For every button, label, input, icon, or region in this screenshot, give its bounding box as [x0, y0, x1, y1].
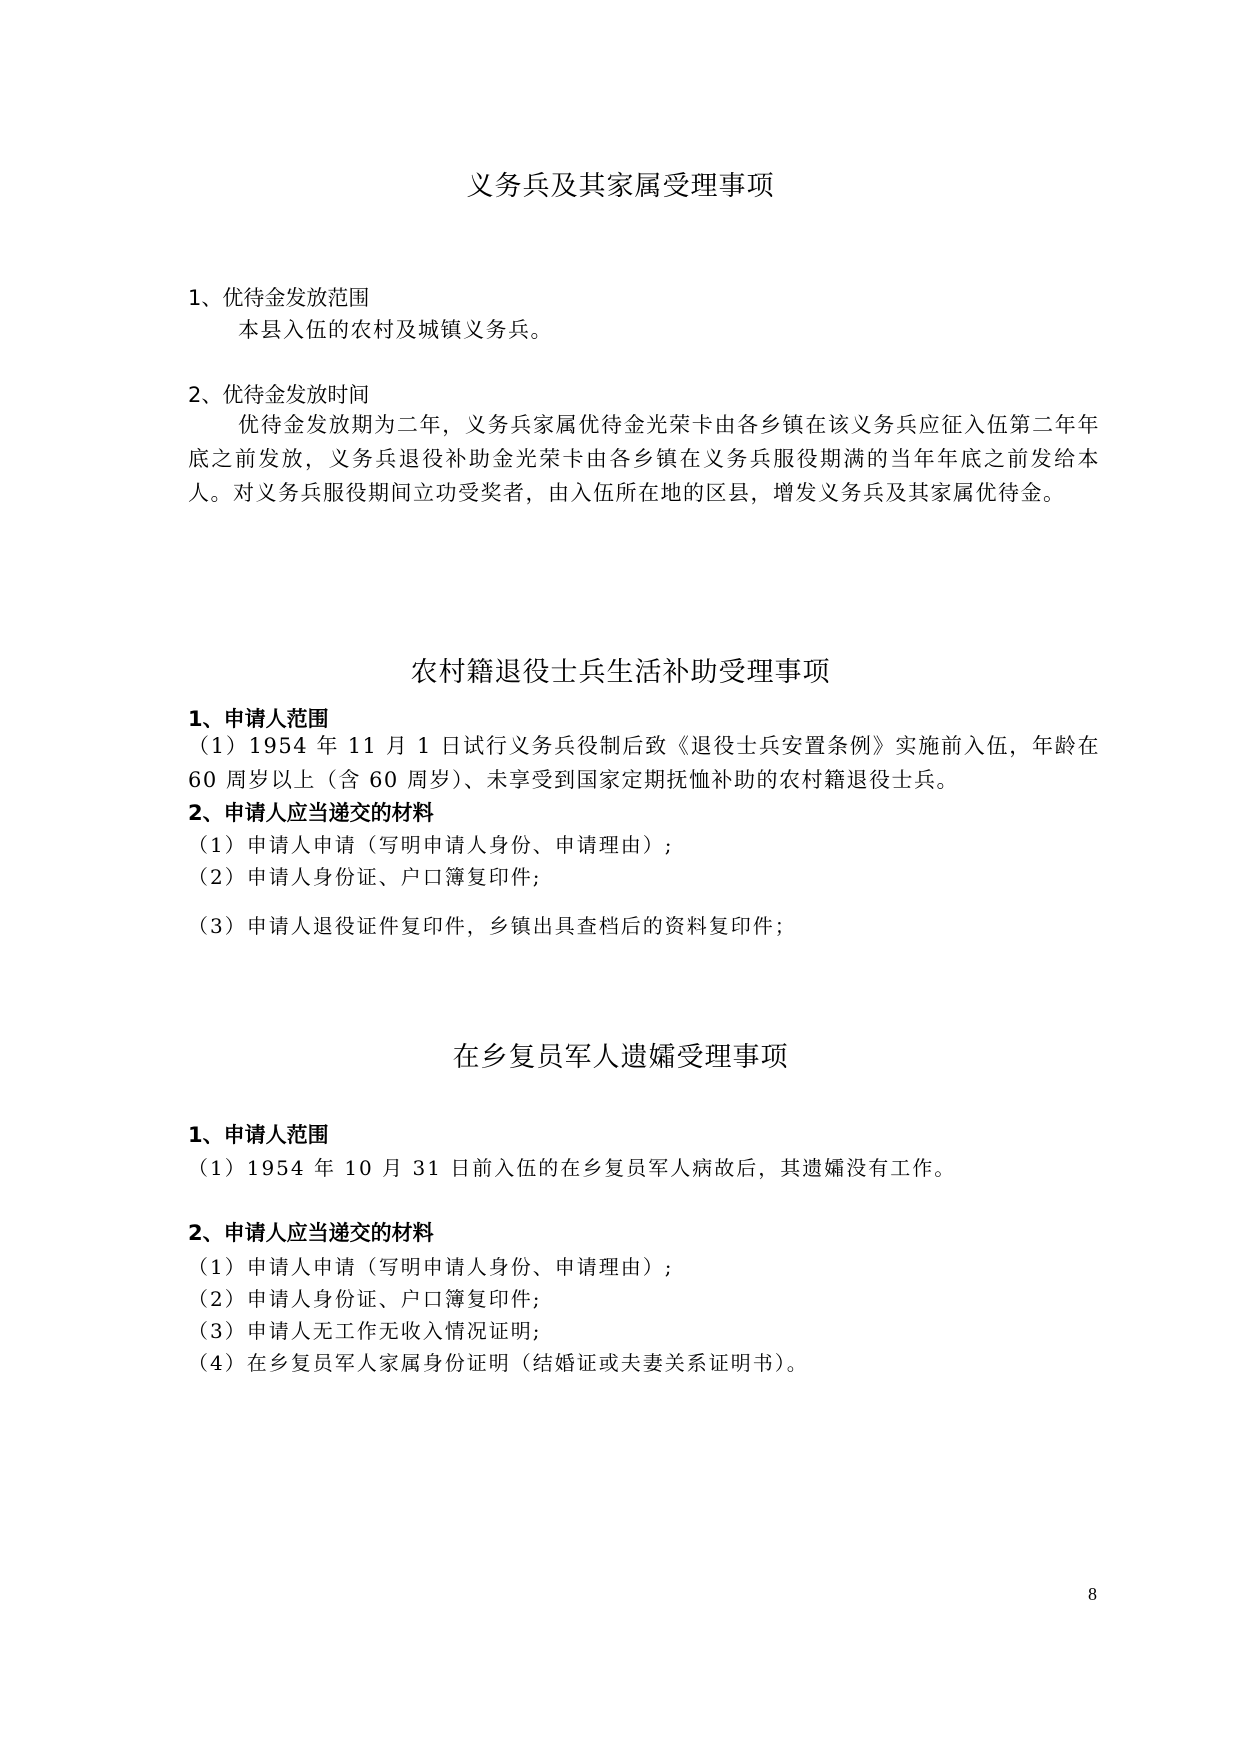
section1-heading-2: 2、优待金发放时间	[188, 383, 370, 407]
section1-heading-1: 1、优待金发放范围	[188, 286, 370, 310]
section3-heading-2: 2、申请人应当递交的材料	[188, 1221, 434, 1245]
page-number: 8	[1088, 1584, 1097, 1604]
section2-list-item: （2）申请人身份证、户口簿复印件;	[188, 865, 542, 889]
section1-paragraph-1: 本县入伍的农村及城镇义务兵。	[238, 318, 553, 342]
section2-title: 农村籍退役士兵生活补助受理事项	[410, 657, 831, 688]
section2-heading-1: 1、申请人范围	[188, 707, 329, 731]
section2-list-item: （3）申请人退役证件复印件，乡镇出具查档后的资料复印件；	[188, 914, 797, 938]
section3-list-item: （1）申请人申请（写明申请人身份、申请理由）;	[188, 1255, 674, 1279]
section3-list-item: （3）申请人无工作无收入情况证明;	[188, 1319, 542, 1343]
section3-heading-1: 1、申请人范围	[188, 1123, 329, 1147]
section3-list-item: （2）申请人身份证、户口簿复印件;	[188, 1287, 542, 1311]
section1-title: 义务兵及其家属受理事项	[466, 171, 775, 202]
section2-heading-2: 2、申请人应当递交的材料	[188, 801, 434, 825]
section2-list-item: （1）申请人申请（写明申请人身份、申请理由）;	[188, 833, 674, 857]
section3-title: 在乡复员军人遗孀受理事项	[452, 1042, 789, 1073]
section3-paragraph-1: （1）1954 年 10 月 31 日前入伍的在乡复员军人病故后，其遗孀没有工作。	[188, 1156, 957, 1180]
section2-paragraph-1: （1）1954 年 11 月 1 日试行义务兵役制后致《退役士兵安置条例》实施前入伍，年龄在 60 周岁以上（含 60 周岁）、未享受到国家定期抚恤补助的农村籍退役士兵。	[188, 734, 1100, 792]
section3-list-item: （4）在乡复员军人家属身份证明（结婚证或夫妻关系证明书）。	[188, 1351, 809, 1375]
section1-paragraph-2: 优待金发放期为二年，义务兵家属优待金光荣卡由各乡镇在该义务兵应征入伍第二年年底之前发放，义务兵退役补助金光荣卡由各乡镇在义务兵服役期满的当年年底之前发给本人。对义务兵服役期间立功受奖者，由入伍所在地的区县，增发义务兵及其家属优待金。	[188, 413, 1100, 505]
